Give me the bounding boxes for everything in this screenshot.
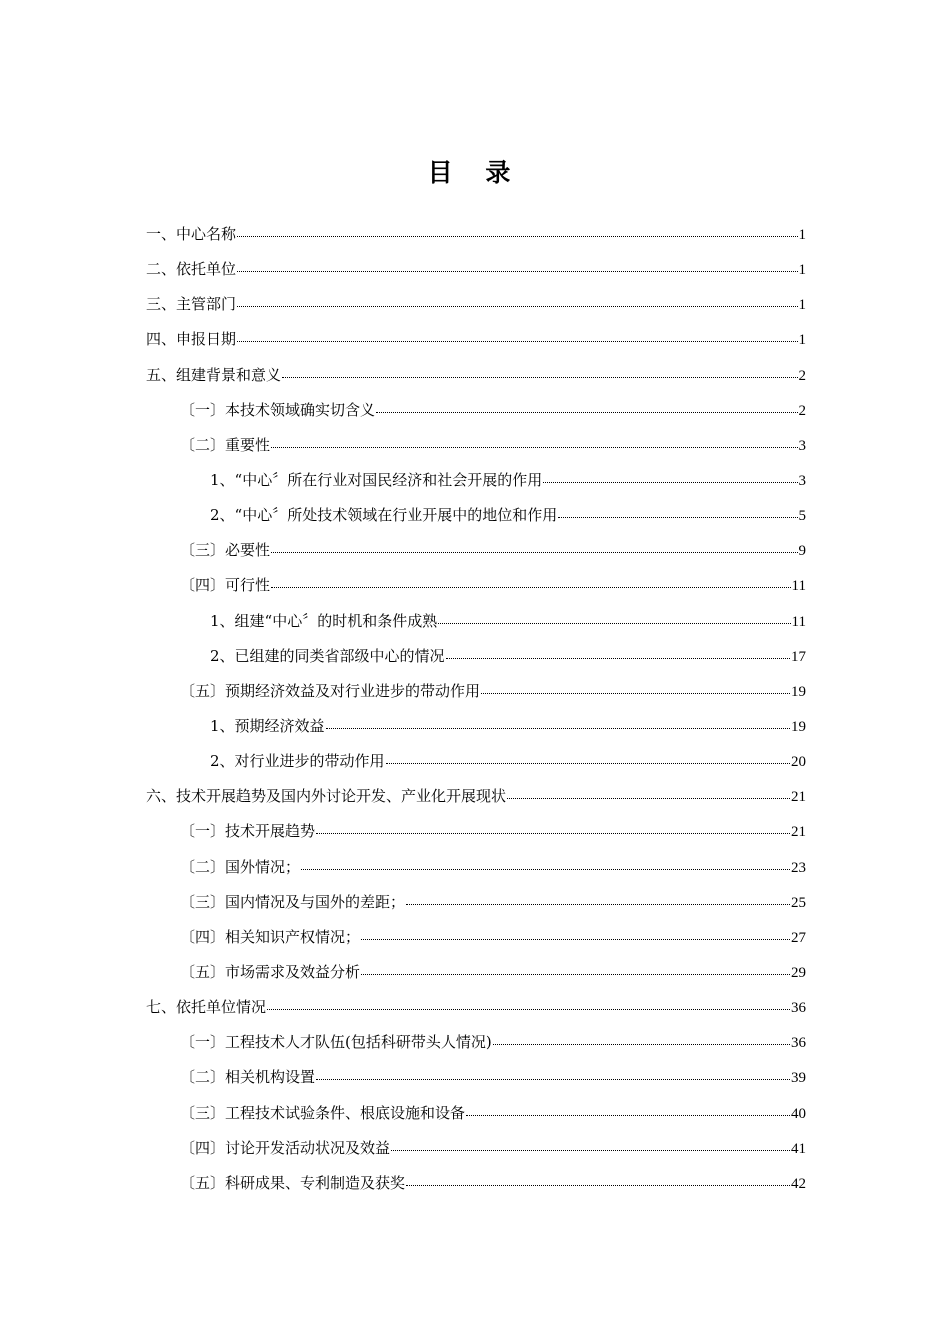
toc-entry-page-number: 39 [791,1070,806,1087]
toc-entry-page-number: 19 [791,683,806,700]
toc-entry[interactable] [146,568,806,603]
dot-leader [237,291,797,307]
toc-entry-label: 三、主管部门 [146,295,237,314]
dot-leader [406,1170,790,1186]
toc-entry-label: 〔二〕重要性 [180,435,271,454]
toc-entry[interactable] [146,428,806,463]
toc-entry-label: 〔二〕国外情况； [180,857,301,876]
toc-entry[interactable] [146,498,806,533]
toc-entry-page-number: 2 [798,367,806,384]
toc-entry[interactable] [146,639,806,674]
toc-entry-page-number: 19 [791,718,806,735]
dot-leader [326,713,790,729]
dot-leader [507,783,790,799]
toc-entry-label: 〔四〕相关知识产权情况； [180,927,361,946]
toc-entry-label: 四、申报日期 [146,330,237,349]
dot-leader [267,994,790,1010]
toc-entry-label: 〔五〕科研成果、专利制造及获奖 [180,1173,406,1192]
toc-entry[interactable] [146,955,806,990]
toc-entry[interactable] [146,358,806,393]
toc-entry-page-number: 3 [798,472,806,489]
toc-entry-label: 六、技术开展趋势及国内外讨论开发、产业化开展现状 [146,787,507,806]
toc-entry-label: 2、对行业进步的带动作用 [210,752,385,771]
toc-entry[interactable] [146,533,806,568]
toc-entry-label: 〔一〕工程技术人才队伍(包括科研带头人情况) [180,1033,492,1052]
dot-leader [438,608,790,624]
toc-entry-label: 七、依托单位情况 [146,998,267,1017]
toc-entry[interactable] [146,779,806,814]
dot-leader [301,854,790,870]
toc-entry-label: 二、依托单位 [146,260,237,279]
toc-entry-page-number: 5 [798,508,806,525]
dot-leader [316,1064,790,1080]
toc-entry-label: 〔四〕讨论开发活动状况及效益 [180,1138,391,1157]
toc-entry-page-number: 40 [791,1105,806,1122]
toc-entry[interactable] [146,674,806,709]
toc-entry-label: 2、已组建的同类省部级中心的情况 [210,646,445,665]
toc-entry[interactable] [146,252,806,287]
toc-entry-page-number: 25 [791,894,806,911]
toc-entry-page-number: 9 [798,543,806,560]
table-of-contents [146,217,806,1201]
dot-leader [361,959,790,975]
toc-entry-label: 1、组建“中心〞的时机和条件成熟 [210,611,438,630]
toc-entry[interactable] [146,814,806,849]
toc-entry-page-number: 42 [791,1175,806,1192]
dot-leader [386,748,790,764]
page-title: 目 录 [427,158,523,187]
dot-leader [282,362,797,378]
toc-entry-page-number: 11 [791,578,806,595]
toc-entry[interactable] [146,709,806,744]
toc-entry-label: 2、“中心〞所处技术领域在行业开展中的地位和作用 [210,506,558,525]
toc-entry-label: 〔三〕国内情况及与国外的差距； [180,892,406,911]
toc-entry-label: 1、“中心〞所在行业对国民经济和社会开展的作用 [210,470,543,489]
toc-entry-page-number: 1 [798,297,806,314]
dot-leader [271,537,797,553]
dot-leader [481,678,790,694]
toc-entry-page-number: 21 [791,824,806,841]
toc-entry-page-number: 20 [791,754,806,771]
dot-leader [493,1029,790,1045]
dot-leader [316,818,790,834]
toc-entry[interactable] [146,1166,806,1201]
toc-entry[interactable] [146,744,806,779]
toc-entry-label: 1、预期经济效益 [210,716,325,735]
toc-entry[interactable] [146,1096,806,1131]
dot-leader [376,397,797,413]
toc-entry-page-number: 36 [791,1035,806,1052]
toc-entry-page-number: 1 [798,332,806,349]
toc-entry-page-number: 29 [791,964,806,981]
toc-entry-label: 〔五〕预期经济效益及对行业进步的带动作用 [180,681,481,700]
toc-entry[interactable] [146,604,806,639]
toc-entry-label: 〔一〕本技术领域确实切含义 [180,400,376,419]
toc-entry[interactable] [146,885,806,920]
toc-entry[interactable] [146,1060,806,1095]
dot-leader [406,889,790,905]
toc-entry[interactable] [146,920,806,955]
dot-leader [361,924,790,940]
toc-entry-page-number: 1 [798,262,806,279]
toc-entry-page-number: 2 [798,402,806,419]
toc-entry-page-number: 27 [791,929,806,946]
toc-entry[interactable] [146,287,806,322]
dot-leader [558,502,797,518]
toc-entry-label: 一、中心名称 [146,225,237,243]
toc-entry-label: 五、组建背景和意义 [146,365,282,384]
toc-entry-label: 〔二〕相关机构设置 [180,1068,316,1087]
toc-entry-label: 〔五〕市场需求及效益分析 [180,962,361,981]
toc-entry[interactable] [146,850,806,885]
toc-entry[interactable] [146,217,806,252]
dot-leader [391,1135,790,1151]
toc-entry[interactable] [146,322,806,357]
dot-leader [271,572,791,588]
toc-entry-page-number: 23 [791,859,806,876]
dot-leader [237,221,797,237]
toc-entry[interactable] [146,393,806,428]
dot-leader [543,467,797,483]
toc-entry-page-number: 41 [791,1140,806,1157]
toc-entry[interactable] [146,990,806,1025]
toc-entry-label: 〔一〕技术开展趋势 [180,822,316,841]
dot-leader [237,326,797,342]
dot-leader [237,256,797,272]
dot-leader [271,432,797,448]
toc-entry-page-number: 21 [791,789,806,806]
toc-entry-page-number: 11 [791,613,806,630]
toc-entry-page-number: 17 [791,648,806,665]
toc-entry[interactable] [146,463,806,498]
toc-entry-label: 〔三〕工程技术试验条件、根底设施和设备 [180,1103,466,1122]
toc-entry-page-number: 36 [791,1000,806,1017]
toc-entry-page-number: 3 [798,437,806,454]
toc-entry[interactable] [146,1131,806,1166]
toc-entry[interactable] [146,1025,806,1060]
toc-entry-page-number: 1 [798,227,806,243]
toc-entry-label: 〔四〕可行性 [180,576,271,595]
dot-leader [466,1100,790,1116]
toc-entry-label: 〔三〕必要性 [180,541,271,560]
dot-leader [446,643,790,659]
